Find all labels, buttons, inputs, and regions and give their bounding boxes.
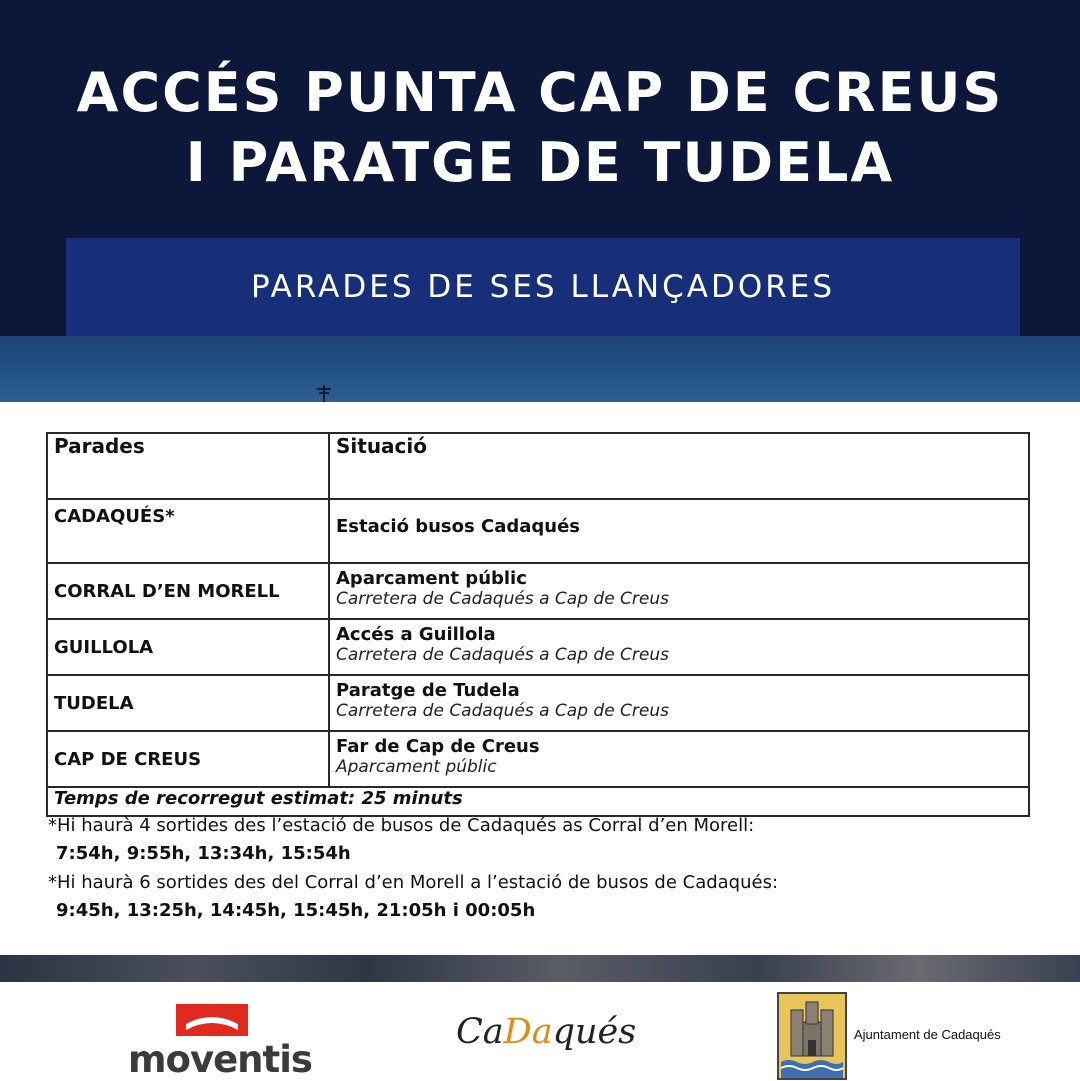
title-line-1: ACCÉS PUNTA CAP DE CREUS [76,61,1004,124]
location-place: Estació busos Cadaqués [336,516,581,537]
note-times: 9:45h, 13:25h, 14:45h, 15:45h, 21:05h i 00:05h [56,900,536,921]
antenna-icon [315,383,333,402]
column-header-stops: Parades [47,433,329,499]
coat-of-arms-icon [777,992,847,1080]
location-detail: Carretera de Cadaqués a Cap de Creus [336,645,670,665]
stop-name: CAP DE CREUS [47,731,329,787]
note-text: *Hi haurà 4 sortides des l’estació de busos de Cadaqués as Corral d’en Morell: [48,815,755,836]
stop-name: CADAQUÉS* [47,499,329,563]
location-place: Far de Cap de Creus [336,736,540,757]
stop-location [329,675,1029,731]
location-place: Paratge de Tudela [336,680,520,701]
location-place: Aparcament públic [336,568,527,589]
table-row [47,675,1029,731]
table-row [47,731,1029,787]
moventis-mark-icon [176,1004,248,1036]
location-detail: Carretera de Cadaqués a Cap de Creus [336,701,670,721]
stop-name: CORRAL D’EN MORELL [47,563,329,619]
cadaques-logo [456,1012,636,1062]
stop-name: GUILLOLA [47,619,329,675]
table-row [47,619,1029,675]
moventis-wordmark: moventis [128,1038,312,1081]
header [0,0,1080,402]
note-text: *Hi haurà 6 sortides des del Corral d’en Morell a l’estació de busos de Cadaqués: [48,872,779,893]
stop-location [329,619,1029,675]
stop-location [329,731,1029,787]
stop-location [329,563,1029,619]
ajuntament-label: Ajuntament de Cadaqués [854,1027,1001,1042]
table-row [47,499,1029,563]
footer-logos [0,982,1080,1080]
cadaques-logo-end: qués [552,1012,637,1052]
title-line-2: I PARATGE DE TUDELA [185,131,895,194]
location-detail: Aparcament públic [336,757,497,777]
subtitle: PARADES DE SES LLANÇADORES [250,269,836,305]
table-header-row [47,433,1029,499]
rock-photo-strip [0,955,1080,982]
content-panel [0,402,1080,955]
cadaques-logo-start: Ca [456,1012,504,1052]
location-place: Accés a Guillola [336,624,496,645]
stop-location [329,499,1029,563]
departure-notes [48,812,1038,926]
note-times: 7:54h, 9:55h, 13:34h, 15:54h [56,843,351,864]
table-row [47,563,1029,619]
stops-table [46,432,1030,817]
subtitle-banner [66,238,1020,336]
sky-photo-strip [0,336,1080,402]
estimated-travel-time: Temps de recorregut estimat: 25 minuts [47,787,1029,816]
location-detail: Carretera de Cadaqués a Cap de Creus [336,589,670,609]
moventis-logo [128,1004,312,1081]
stop-name: TUDELA [47,675,329,731]
column-header-location: Situació [329,433,1029,499]
cadaques-logo-accent: Da [503,1012,553,1052]
page-title [0,58,1080,198]
